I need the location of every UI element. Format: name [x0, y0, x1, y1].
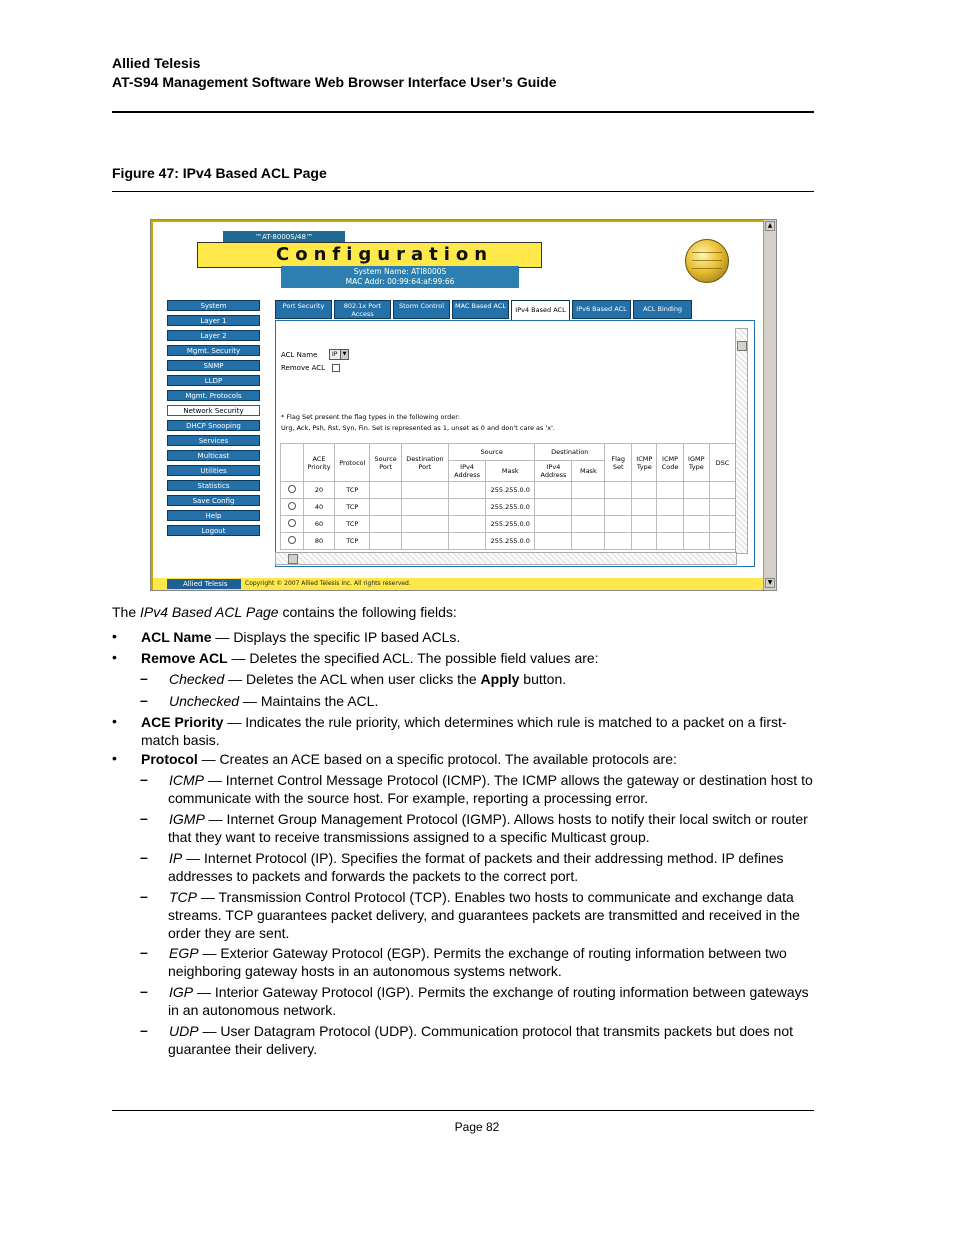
browser-vertical-scrollbar[interactable] — [763, 220, 776, 590]
col-icmp-code: ICMP Code — [657, 444, 683, 482]
scroll-thumb[interactable] — [288, 554, 298, 564]
protocol-tcp-line2: streams. TCP guarantees packet delivery, and guarantees packets are transmitted and received in the — [168, 907, 800, 923]
col-flag-set: Flag Set — [605, 444, 632, 482]
scroll-down-icon[interactable]: ▼ — [765, 578, 775, 588]
header-rule — [112, 111, 814, 113]
remove-acl-desc: — Deletes the specified ACL. The possible field values are: — [227, 650, 599, 666]
col-source-ipv4-address: IPv4 Address — [449, 461, 486, 482]
remove-acl-checkbox[interactable] — [332, 364, 340, 372]
intro-paragraph — [112, 603, 457, 621]
row-priority: 20 — [303, 482, 334, 499]
protocol-egp — [169, 944, 787, 962]
dash-icon: – — [140, 771, 148, 787]
remove-acl-term: Remove ACL — [141, 650, 228, 666]
intro-post: contains the following fields: — [278, 604, 457, 620]
dash-icon: – — [140, 849, 148, 865]
content-vertical-scrollbar[interactable] — [735, 328, 748, 554]
protocol-icmp — [169, 771, 813, 789]
model-label: ™AT-8000S/48™ — [223, 231, 345, 243]
protocol-icmp-line2: communicate with the source host. For example, reporting a processing error. — [168, 790, 649, 806]
unchecked-item — [169, 692, 378, 710]
protocol-desc-line1: — Internet Control Message Protocol (ICMP). The ICMP allows the gateway or destination host to — [204, 772, 813, 788]
acl-name-select[interactable] — [329, 349, 349, 360]
scroll-thumb[interactable] — [737, 341, 747, 351]
nav-network-security[interactable]: Network Security — [167, 405, 260, 416]
flag-set-note-line2: Urg, Ack, Psh, Rst, Syn, Fin. Set is represented as 1, unset as 0 and don't care as 'x'. — [281, 424, 555, 432]
system-name: System Name: ATI8000S — [353, 267, 447, 276]
nav-statistics[interactable]: Statistics — [167, 480, 260, 491]
remove-acl-item — [141, 649, 599, 667]
row-mask: 255.255.0.0 — [486, 482, 535, 499]
protocol-udp-line2: guarantee their delivery. — [168, 1041, 318, 1057]
nav-layer-2[interactable]: Layer 2 — [167, 330, 260, 341]
table-row — [281, 516, 755, 533]
col-icmp-type: ICMP Type — [632, 444, 657, 482]
ace-table — [280, 443, 754, 550]
protocol-desc-line1: — Transmission Control Protocol (TCP). Enables two hosts to communicate and exchange data — [197, 889, 794, 905]
table-row — [281, 499, 755, 516]
row-select-radio[interactable] — [288, 519, 296, 527]
protocol-name: TCP — [169, 889, 197, 905]
col-source: Source — [449, 444, 535, 461]
nav-dhcp-snooping[interactable]: DHCP Snooping — [167, 420, 260, 431]
tab-8021x-port-access[interactable]: 802.1x Port Access — [334, 300, 391, 319]
document-title: AT-S94 Management Software Web Browser Interface User’s Guide — [112, 74, 557, 90]
flag-set-note-line1: * Flag Set present the flag types in the following order: — [281, 413, 460, 421]
col-dsc: DSC — [709, 444, 735, 482]
nav-help[interactable]: Help — [167, 510, 260, 521]
col-destination-port: Destination Port — [401, 444, 448, 482]
row-priority: 80 — [303, 533, 334, 550]
ipv4-acl-screenshot — [150, 219, 777, 591]
protocol-desc-line1: — Interior Gateway Protocol (IGP). Permits the exchange of routing information between gateways — [193, 984, 809, 1000]
bullet-icon: • — [112, 649, 117, 665]
col-protocol: Protocol — [335, 444, 370, 482]
row-select-radio[interactable] — [288, 502, 296, 510]
intro-pre: The — [112, 604, 141, 620]
copyright-text: Copyright © 2007 Allied Telesis Inc. All rights reserved. — [245, 580, 411, 587]
protocol-desc: — Creates an ACE based on a specific protocol. The available protocols are: — [197, 751, 677, 767]
mac-address: MAC Addr: 00:99:64:af:99:66 — [345, 277, 455, 286]
acl-name-desc: — Displays the specific IP based ACLs. — [211, 629, 461, 645]
protocol-ip-line2: addresses to packets and forwards the packets to the correct port. — [168, 868, 579, 884]
nav-lldp[interactable]: LLDP — [167, 375, 260, 386]
table-header-row — [281, 444, 755, 461]
system-info-box — [281, 266, 519, 288]
ace-priority-term: ACE Priority — [141, 714, 224, 730]
unchecked-desc: — Maintains the ACL. — [239, 693, 379, 709]
protocol-igp-line2: in an autonomous network. — [168, 1002, 337, 1018]
checked-post: button. — [519, 671, 567, 687]
row-protocol: TCP — [335, 499, 370, 516]
bullet-icon: • — [112, 713, 117, 729]
row-select-radio[interactable] — [288, 536, 296, 544]
configuration-banner — [197, 242, 542, 268]
protocol-igmp — [169, 810, 808, 828]
acl-name-term: ACL Name — [141, 629, 212, 645]
allied-telesis-logo: Allied Telesis — [167, 579, 241, 589]
col-destination: Destination — [535, 444, 605, 461]
row-mask: 255.255.0.0 — [486, 533, 535, 550]
protocol-name: IGMP — [169, 811, 205, 827]
protocol-name: IP — [169, 850, 183, 866]
nav-system[interactable]: System — [167, 300, 260, 311]
nav-multicast[interactable]: Multicast — [167, 450, 260, 461]
nav-mgmt-protocols[interactable]: Mgmt. Protocols — [167, 390, 260, 401]
dash-icon: – — [140, 692, 148, 708]
protocol-igmp-line2: that they want to receive transmissions assigned to a specific Multicast group. — [168, 829, 650, 845]
tab-acl-binding[interactable]: ACL Binding — [633, 300, 692, 319]
tab-ipv4-based-acl[interactable]: IPv4 Based ACL — [511, 300, 570, 321]
caption-rule — [112, 191, 814, 192]
dash-icon: – — [140, 670, 148, 686]
row-priority: 40 — [303, 499, 334, 516]
ace-priority-desc-line2: match basis. — [141, 732, 220, 748]
nav-save-config[interactable]: Save Config — [167, 495, 260, 506]
acl-name-label: ACL Name — [281, 351, 318, 359]
footer-rule — [112, 1110, 814, 1111]
protocol-igp — [169, 983, 809, 1001]
checked-desc: — Deletes the ACL when user clicks the — [224, 671, 481, 687]
acl-content-panel — [275, 320, 755, 567]
tab-port-security[interactable]: Port Security — [275, 300, 332, 319]
nav-utilities[interactable]: Utilities — [167, 465, 260, 476]
dash-icon: – — [140, 983, 148, 999]
page-footer-strip — [153, 578, 765, 590]
col-dest-mask: Mask — [572, 461, 605, 482]
protocol-name: EGP — [169, 945, 199, 961]
ace-priority-item — [141, 713, 787, 731]
row-priority: 60 — [303, 516, 334, 533]
protocol-tcp-line3: order they are sent. — [168, 925, 290, 941]
intro-page-name: IPv4 Based ACL Page — [140, 604, 279, 620]
page-number: Page 82 — [454, 1120, 500, 1134]
protocol-egp-line2: neighboring gateway hosts in an autonomous systems network. — [168, 963, 562, 979]
row-mask: 255.255.0.0 — [486, 499, 535, 516]
company-name: Allied Telesis — [112, 55, 201, 71]
globe-logo-icon — [685, 239, 729, 283]
dash-icon: – — [140, 1022, 148, 1038]
figure-caption: Figure 47: IPv4 Based ACL Page — [112, 165, 327, 181]
bullet-icon: • — [112, 628, 117, 644]
dash-icon: – — [140, 944, 148, 960]
configuration-title: Configuration — [276, 244, 494, 265]
row-select-radio[interactable] — [288, 485, 296, 493]
chevron-down-icon[interactable]: ▼ — [340, 350, 348, 359]
scroll-up-icon[interactable]: ▲ — [765, 221, 775, 231]
nav-layer-1[interactable]: Layer 1 — [167, 315, 260, 326]
nav-snmp[interactable]: SNMP — [167, 360, 260, 371]
nav-services[interactable]: Services — [167, 435, 260, 446]
tab-mac-based-acl[interactable]: MAC Based ACL — [452, 300, 509, 319]
bullet-icon: • — [112, 750, 117, 766]
dash-icon: – — [140, 888, 148, 904]
content-horizontal-scrollbar[interactable] — [275, 552, 737, 565]
tab-storm-control[interactable]: Storm Control — [393, 300, 450, 319]
protocol-desc-line1: — User Datagram Protocol (UDP). Communication protocol that transmits packets but does not — [198, 1023, 794, 1039]
protocol-desc-line1: — Internet Group Management Protocol (IGMP). Allows hosts to notify their local switch or router — [204, 811, 808, 827]
nav-mgmt-security[interactable]: Mgmt. Security — [167, 345, 260, 356]
protocol-term: Protocol — [141, 751, 198, 767]
protocol-udp — [169, 1022, 793, 1040]
protocol-tcp — [169, 888, 794, 906]
acl-name-item — [141, 628, 460, 646]
table-row — [281, 533, 755, 550]
protocol-item — [141, 750, 677, 768]
row-protocol: TCP — [335, 516, 370, 533]
nav-logout[interactable]: Logout — [167, 525, 260, 536]
checked-item — [169, 670, 566, 688]
protocol-name: ICMP — [169, 772, 204, 788]
protocol-ip — [169, 849, 784, 867]
table-row — [281, 482, 755, 499]
protocol-name: UDP — [169, 1023, 199, 1039]
col-ace-priority: ACE Priority — [303, 444, 334, 482]
unchecked-term: Unchecked — [169, 693, 240, 709]
checked-term: Checked — [169, 671, 225, 687]
row-protocol: TCP — [335, 533, 370, 550]
dash-icon: – — [140, 810, 148, 826]
col-dest-ipv4-address: IPv4 Address — [535, 461, 572, 482]
tab-ipv6-based-acl[interactable]: IPv6 Based ACL — [572, 300, 631, 319]
col-source-port: Source Port — [370, 444, 401, 482]
col-source-mask: Mask — [486, 461, 535, 482]
protocol-desc-line1: — Exterior Gateway Protocol (EGP). Permits the exchange of routing information between two — [198, 945, 787, 961]
protocol-desc-line1: — Internet Protocol (IP). Specifies the format of packets and their addressing method. IP defines — [182, 850, 784, 866]
apply-term: Apply — [480, 671, 520, 687]
web-page — [151, 220, 763, 590]
row-protocol: TCP — [335, 482, 370, 499]
remove-acl-label: Remove ACL — [281, 364, 326, 372]
protocol-name: IGP — [169, 984, 194, 1000]
col-igmp-type: IGMP Type — [683, 444, 709, 482]
acl-name-select-value: IP — [332, 351, 338, 358]
row-mask: 255.255.0.0 — [486, 516, 535, 533]
ace-priority-desc: — Indicates the rule priority, which determines which rule is matched to a packet on a first- — [223, 714, 787, 730]
